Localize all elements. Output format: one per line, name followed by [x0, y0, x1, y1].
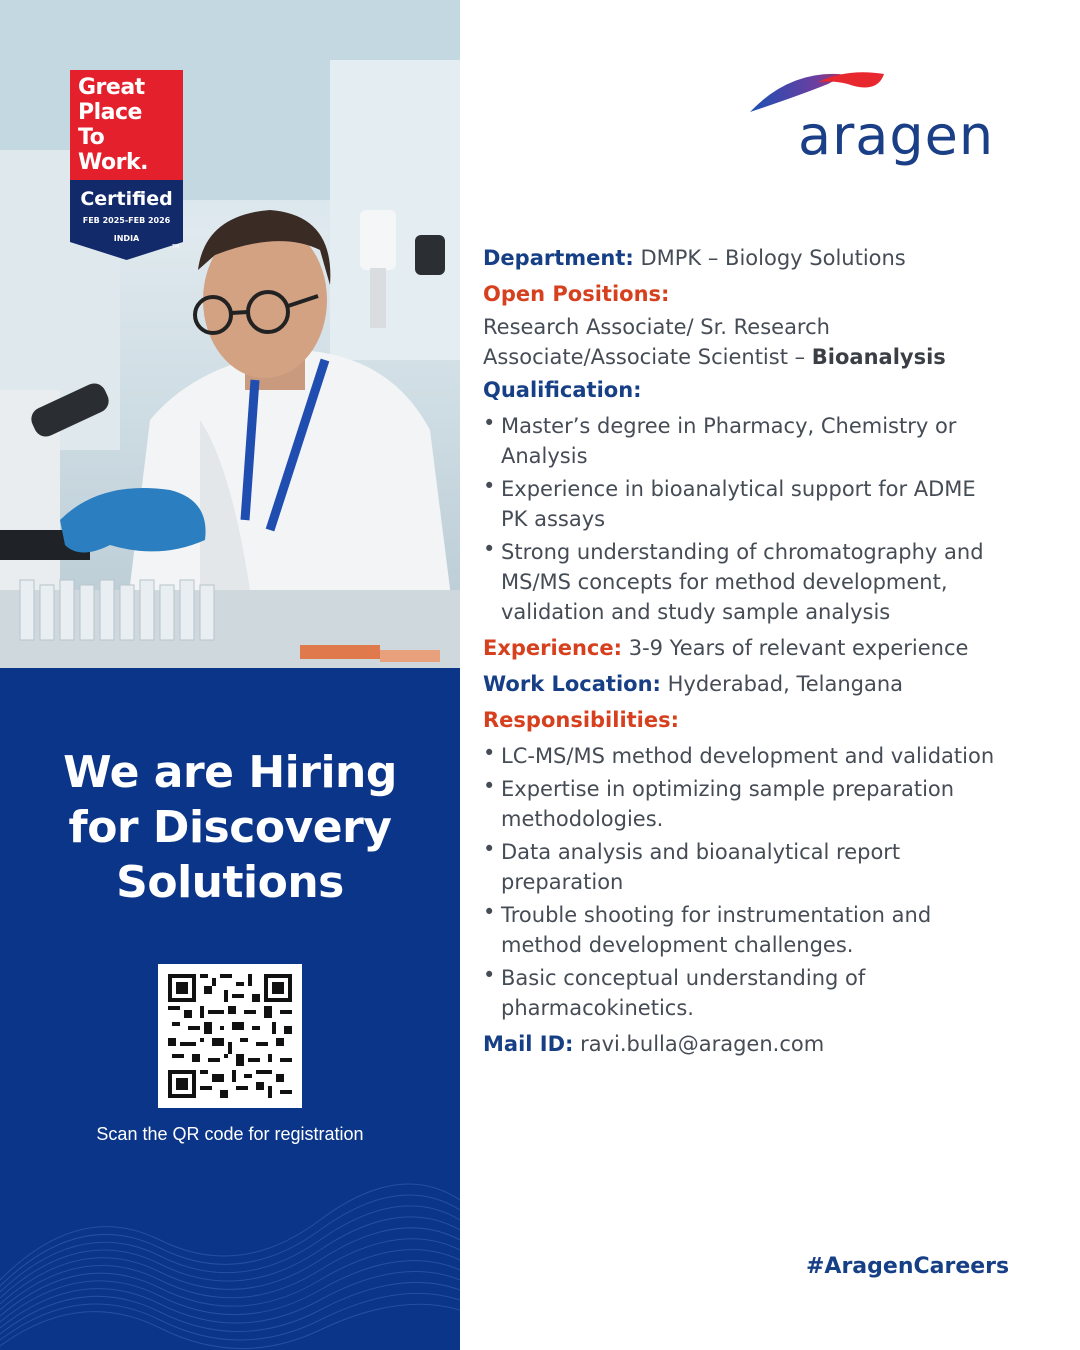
mail-label: Mail ID: [483, 1032, 574, 1056]
positions-label-row [483, 276, 1043, 312]
qualification-3-line-3: validation and study sample analysis [501, 600, 891, 624]
responsibility-4-line-2: method development challenges. [501, 933, 854, 957]
careers-hashtag: #AragenCareers [806, 1254, 1010, 1279]
location-value: Hyderabad, Telangana [667, 672, 904, 696]
responsibility-1-line-1: • LC-MS/MS method development and validation [501, 744, 995, 768]
qualification-2-line-1: • Experience in bioanalytical support for ADME [501, 477, 976, 501]
badge-trademark: TM [172, 244, 180, 250]
positions-line-2-text: Associate/Associate Scientist – [483, 345, 812, 369]
responsibility-5-line-2: pharmacokinetics. [501, 996, 694, 1020]
aragen-logo [748, 66, 1018, 176]
experience-label: Experience: [483, 636, 623, 660]
left-panel [0, 0, 460, 1350]
list-item [483, 474, 1043, 534]
badge-dates: FEB 2025-FEB 2026 [82, 216, 171, 225]
mail-link[interactable]: ravi.bulla@aragen.com [580, 1032, 825, 1056]
qr-caption: Scan the QR code for registration [96, 1124, 364, 1144]
great-place-to-work-badge [70, 70, 183, 260]
list-item [483, 537, 1043, 627]
responsibility-3-line-1: • Data analysis and bioanalytical report [501, 840, 901, 864]
qualification-3-line-2: MS/MS concepts for method development, [501, 570, 948, 594]
headline-line-3: Solutions [116, 857, 344, 908]
registration-qr-code[interactable] [158, 964, 302, 1108]
list-item [483, 837, 1043, 897]
responsibilities-list [483, 741, 1043, 1023]
qualification-label: Qualification: [483, 378, 642, 402]
location-label: Work Location: [483, 672, 661, 696]
badge-title [70, 70, 183, 180]
responsibility-4-line-1: • Trouble shooting for instrumentation and [501, 903, 932, 927]
list-item [483, 741, 1043, 771]
responsibility-3-line-2: preparation [501, 870, 624, 894]
positions-label: Open Positions: [483, 282, 670, 306]
scientist-photo [0, 0, 460, 668]
badge-line-4: Work. [78, 150, 148, 175]
list-item [483, 900, 1043, 960]
location-row [483, 666, 1043, 702]
responsibility-2-line-1: • Expertise in optimizing sample preparation [501, 777, 955, 801]
headline-line-1: We are Hiring [63, 747, 397, 798]
positions-bold: Bioanalysis [811, 345, 946, 369]
badge-line-2: Place [78, 100, 142, 125]
mail-row [483, 1026, 1043, 1062]
responsibility-2-line-2: methodologies. [501, 807, 664, 831]
badge-line-1: Great [78, 75, 145, 100]
badge-line-3: To [78, 125, 105, 150]
list-item [483, 411, 1043, 471]
badge-certified: Certified [80, 188, 173, 210]
qualification-1-line-1: • Master’s degree in Pharmacy, Chemistry or [501, 414, 957, 438]
qualification-list [483, 411, 1043, 627]
headline-line-2: for Discovery [68, 802, 392, 853]
department-value: DMPK – Biology Solutions [640, 246, 906, 270]
qualification-2-line-2: PK assays [501, 507, 606, 531]
qualification-label-row [483, 372, 1043, 408]
hiring-headline [0, 745, 460, 910]
badge-certified-shield [70, 180, 183, 260]
positions-line-2 [483, 342, 1043, 372]
experience-row [483, 630, 1043, 666]
responsibilities-label-row [483, 702, 1043, 738]
list-item [483, 774, 1043, 834]
job-details [483, 240, 1043, 1062]
responsibilities-label: Responsibilities: [483, 708, 680, 732]
responsibility-5-line-1: • Basic conceptual understanding of [501, 966, 866, 990]
decorative-waves [0, 1160, 460, 1350]
logo-wordmark: aragen [798, 104, 995, 167]
department-label: Department: [483, 246, 634, 270]
badge-country: INDIA [113, 234, 140, 243]
department-row [483, 240, 1043, 276]
experience-value: 3-9 Years of relevant experience [628, 636, 969, 660]
positions-line-1: Research Associate/ Sr. Research [483, 315, 830, 339]
qualification-3-line-1: • Strong understanding of chromatography and [501, 540, 984, 564]
qualification-1-line-2: Analysis [501, 444, 588, 468]
list-item [483, 963, 1043, 1023]
